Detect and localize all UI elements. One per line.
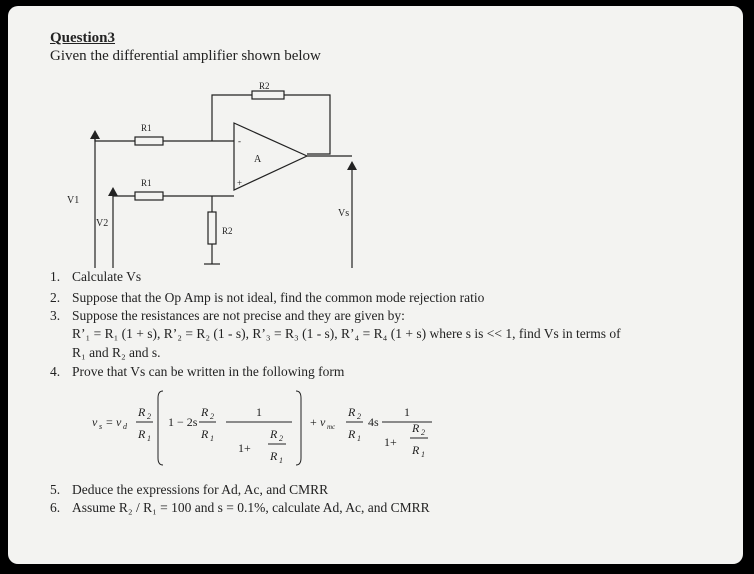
svg-text:2: 2 [147, 412, 151, 421]
svg-text:1+: 1+ [238, 441, 251, 455]
label-vs: Vs [338, 208, 350, 219]
svg-text:R: R [348, 405, 356, 419]
label-v2: V2 [96, 218, 109, 229]
item-2: 2. Suppose that the Op Amp is not ideal, find the common mode rejection ratio [50, 290, 485, 305]
svg-text:1: 1 [279, 456, 283, 465]
question-title: Question3 [50, 30, 116, 46]
svg-text:2: 2 [357, 412, 361, 421]
label-r2-feedback: R2 [259, 81, 270, 91]
item-5: 5. Deduce the expressions for Ad, Ac, and CMRR [50, 482, 329, 497]
svg-text:1: 1 [256, 405, 262, 419]
document-sheet [8, 6, 743, 564]
svg-text:2: 2 [421, 428, 425, 437]
svg-text:R: R [412, 443, 420, 457]
label-r1-top: R1 [141, 123, 152, 133]
svg-text:R: R [138, 427, 146, 441]
svg-text:mc: mc [327, 423, 336, 431]
formula-vs: v [92, 415, 98, 429]
svg-text:R: R [201, 405, 209, 419]
svg-text:1+: 1+ [384, 435, 397, 449]
svg-text:R: R [201, 427, 209, 441]
item-3: 3. Suppose the resistances are not precise and they are given by: [50, 308, 405, 323]
svg-text:2: 2 [210, 412, 214, 421]
svg-text:1: 1 [421, 450, 425, 459]
svg-text:d: d [123, 422, 127, 431]
label-amp: A [254, 154, 262, 165]
svg-text:1: 1 [404, 405, 410, 419]
svg-text:R: R [270, 427, 278, 441]
item-4: 4. Prove that Vs can be written in the following form [50, 364, 345, 379]
item-6: 6. Assume R₂ / R₁ = 100 and s = 0.1%, calculate Ad, Ac, and CMRR [50, 500, 430, 515]
label-plus: + [237, 178, 243, 188]
vs-formula [8, 6, 743, 564]
svg-text:1: 1 [147, 434, 151, 443]
svg-text:R: R [412, 421, 420, 435]
svg-text:R: R [348, 427, 356, 441]
svg-text:2: 2 [279, 434, 283, 443]
svg-text:1: 1 [357, 434, 361, 443]
svg-text:4s: 4s [368, 415, 379, 429]
svg-text:v: v [320, 415, 326, 429]
svg-text:R: R [270, 449, 278, 463]
item-1: 1. Calculate Vs [50, 269, 142, 284]
label-r1-bottom: R1 [141, 178, 152, 188]
label-v1: V1 [67, 195, 80, 206]
item-3-line-3: R₁ and R₂ and s. [72, 345, 161, 360]
svg-text:1 − 2s: 1 − 2s [168, 415, 198, 429]
question-intro: Given the differential amplifier shown below [50, 48, 321, 64]
svg-text:R: R [138, 405, 146, 419]
item-3-line-2: R’₁ = R₁ (1 + s), R’₂ = R₂ (1 - s), R’₃ = R₃ (1 - s), R’₄ = R₄ (1 + s) where s is << 1, find Vs in terms of [72, 326, 621, 341]
svg-text:v: v [116, 415, 122, 429]
svg-text:s: s [99, 422, 103, 431]
svg-text:+: + [310, 415, 317, 429]
label-minus: - [238, 136, 241, 146]
svg-text:1: 1 [210, 434, 214, 443]
label-r2-ground: R2 [222, 226, 233, 236]
svg-text:=: = [106, 415, 113, 429]
